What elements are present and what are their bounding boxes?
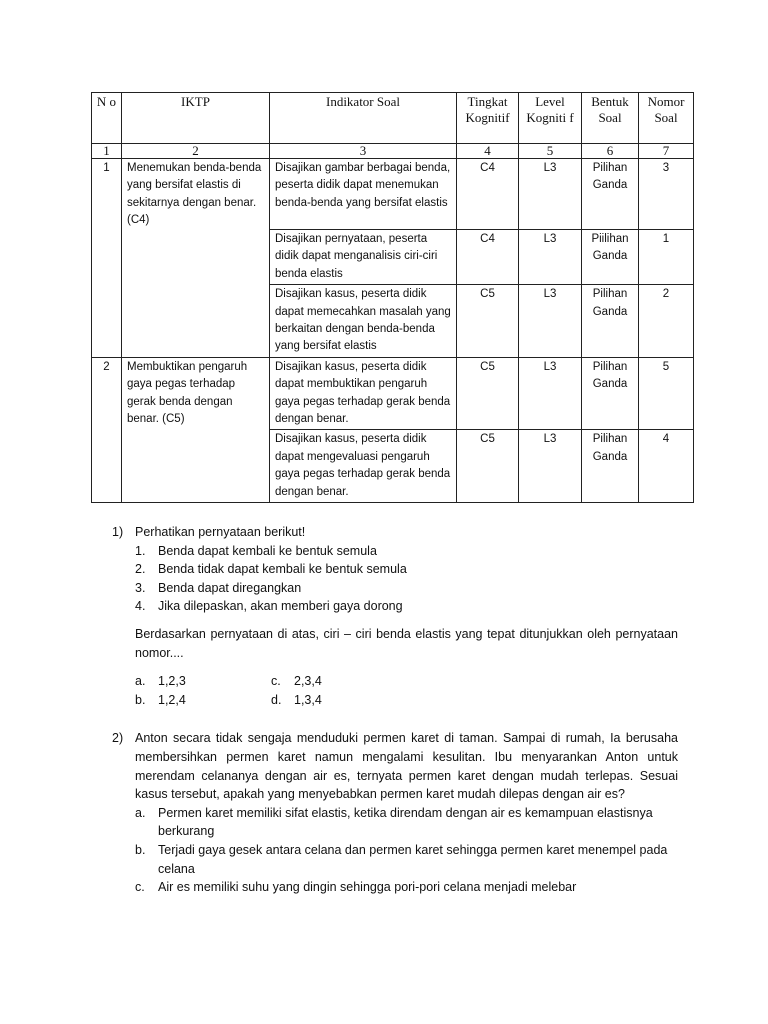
header-indikator: Indikator Soal: [270, 93, 457, 144]
option-text: Air es memiliki suhu yang dingin sehingga pori-pori celana menjadi melebar: [158, 880, 577, 895]
column-number: 5: [519, 144, 582, 159]
list-item-text: Benda dapat kembali ke bentuk semula: [158, 543, 377, 558]
level-cell: L3: [519, 285, 582, 358]
level-cell: L3: [519, 230, 582, 285]
indikator-cell: Disajikan kasus, peserta didik dapat memecahkan masalah yang berkaitan dengan benda-benda yang bersifat elastis: [270, 285, 457, 358]
column-number: 4: [457, 144, 519, 159]
question-intro: Perhatikan pernyataan berikut!: [135, 525, 306, 539]
header-level: Level Kogniti f: [519, 93, 582, 144]
level-cell: L3: [519, 430, 582, 503]
option-letter: c.: [271, 674, 281, 689]
bentuk-cell: Piilihan Ganda: [582, 230, 639, 285]
iktp-cell: Membuktikan pengaruh gaya pegas terhadap gerak benda dengan benar. (C5): [122, 357, 270, 502]
tingkat-cell: C5: [457, 357, 519, 430]
level-cell: L3: [519, 357, 582, 430]
option-letter: a.: [135, 805, 146, 820]
bentuk-cell: Pilihan Ganda: [582, 430, 639, 503]
nomor-cell: 1: [639, 230, 694, 285]
header-tingkat: Tingkat Kognitif: [457, 93, 519, 144]
list-item-text: Benda dapat diregangkan: [158, 580, 302, 595]
list-item: [135, 579, 678, 598]
indikator-cell: Disajikan gambar berbagai benda, peserta didik dapat menemukan benda-benda yang bersifat elastis: [270, 159, 457, 230]
list-item: [135, 804, 678, 841]
option-text: Permen karet memiliki sifat elastis, ketika direndam dengan air es kemampuan elastisnya berkurang: [158, 805, 653, 839]
level-cell: L3: [519, 159, 582, 230]
question-1: [112, 523, 678, 709]
table-row: [92, 357, 694, 430]
column-number-row: [92, 144, 694, 159]
indikator-cell: Disajikan kasus, peserta didik dapat membuktikan pengaruh gaya pegas terhadap gerak benda dengan benar.: [270, 357, 457, 430]
column-number: 1: [92, 144, 122, 159]
answer-option-a: [135, 672, 271, 691]
column-number: 3: [270, 144, 457, 159]
question-text: Anton secara tidak sengaja menduduki permen karet di taman. Sampai di rumah, Ia berusaha membersihkan permen karet namun mengalami kesulitan. Ibu menyarankan Anton untuk merendam celananya dengan air es, ternyata permen karet dengan mudah terlepas. Sesuai kasus tersebut, apakah yang menyebabkan permen karet mudah dilepas dengan air es?: [135, 731, 678, 802]
question-number: 1): [112, 525, 124, 539]
list-item-number: 4.: [135, 599, 146, 614]
nomor-cell: 3: [639, 159, 694, 230]
nomor-cell: 4: [639, 430, 694, 503]
table-header-row: [92, 93, 694, 144]
iktp-cell: Menemukan benda-benda yang bersifat elastis di sekitarnya dengan benar. (C4): [122, 159, 270, 358]
statement-list: [135, 542, 678, 616]
list-item: [135, 597, 678, 616]
row-number: 1: [92, 159, 122, 358]
kisi-kisi-table: [91, 92, 694, 503]
list-item-text: Jika dilepaskan, akan memberi gaya dorong: [158, 599, 403, 614]
indikator-cell: Disajikan kasus, peserta didik dapat mengevaluasi pengaruh gaya pegas terhadap gerak benda dengan benar.: [270, 430, 457, 503]
question-list: [112, 523, 678, 897]
option-text: 1,2,4: [158, 692, 186, 707]
list-item-number: 3.: [135, 580, 146, 595]
list-item-number: 2.: [135, 562, 146, 577]
option-text: 1,3,4: [294, 692, 322, 707]
bentuk-cell: Pilihan Ganda: [582, 285, 639, 358]
indikator-cell: Disajikan pernyataan, peserta didik dapat menganalisis ciri-ciri benda elastis: [270, 230, 457, 285]
option-text: 1,2,3: [158, 674, 186, 689]
option-letter: b.: [135, 842, 146, 857]
bentuk-cell: Pilihan Ganda: [582, 357, 639, 430]
header-iktp: IKTP: [122, 93, 270, 144]
question-text: Berdasarkan pernyataan di atas, ciri – ciri benda elastis yang tepat ditunjukkan oleh pernyataan nomor....: [135, 626, 678, 660]
tingkat-cell: C5: [457, 285, 519, 358]
answer-option-b: [135, 691, 271, 710]
column-number: 2: [122, 144, 270, 159]
question-2: [112, 729, 678, 896]
list-item: [135, 542, 678, 561]
option-text: 2,3,4: [294, 674, 322, 689]
column-number: 7: [639, 144, 694, 159]
header-no: N o: [92, 93, 122, 144]
option-letter: d.: [271, 692, 282, 707]
question-number: 2): [112, 731, 124, 746]
row-number: 2: [92, 357, 122, 502]
list-item: [135, 878, 678, 897]
answer-option-c: [271, 672, 471, 691]
tingkat-cell: C4: [457, 230, 519, 285]
bentuk-cell: Pilihan Ganda: [582, 159, 639, 230]
table-row: [92, 159, 694, 230]
nomor-cell: 2: [639, 285, 694, 358]
answer-options: [135, 804, 678, 897]
column-number: 6: [582, 144, 639, 159]
answer-option-d: [271, 691, 471, 710]
list-item: [135, 560, 678, 579]
list-item-text: Benda tidak dapat kembali ke bentuk semula: [158, 562, 407, 577]
nomor-cell: 5: [639, 357, 694, 430]
option-letter: b.: [135, 692, 146, 707]
answer-options: [135, 672, 678, 709]
list-item-number: 1.: [135, 543, 146, 558]
list-item: [135, 841, 678, 878]
option-text: Terjadi gaya gesek antara celana dan permen karet sehingga permen karet menempel pada celana: [158, 842, 668, 876]
tingkat-cell: C4: [457, 159, 519, 230]
header-bentuk: Bentuk Soal: [582, 93, 639, 144]
tingkat-cell: C5: [457, 430, 519, 503]
option-letter: a.: [135, 674, 146, 689]
header-nomor: Nomor Soal: [639, 93, 694, 144]
option-letter: c.: [135, 880, 145, 895]
